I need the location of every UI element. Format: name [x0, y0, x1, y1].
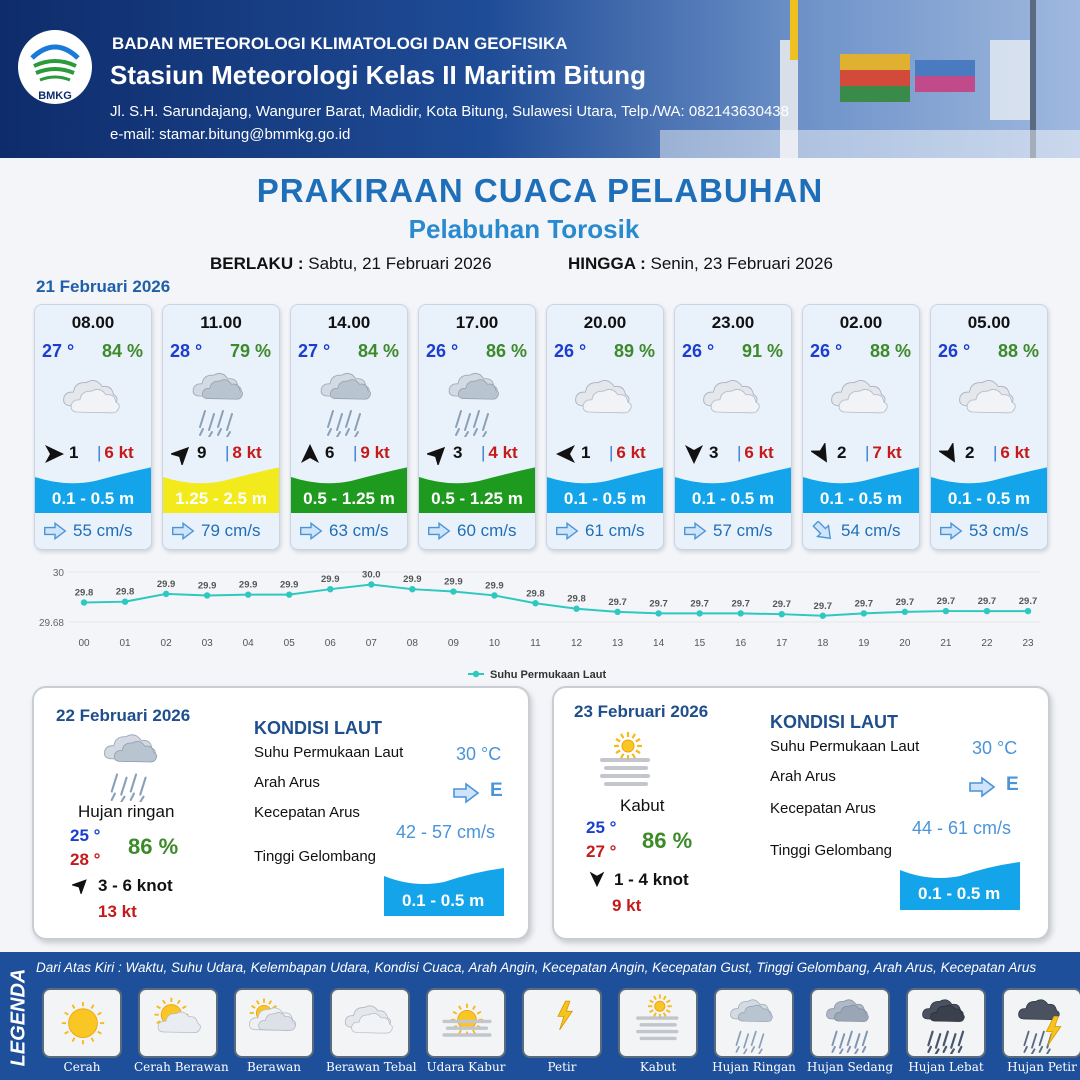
x-tick-label: 10 [488, 638, 500, 649]
forecast-card [930, 304, 1048, 550]
legend-item [998, 988, 1080, 1074]
valid-from-label: BERLAKU : [210, 254, 304, 273]
current-speed: 60 cm/s [457, 521, 517, 540]
wind-gust-value: 7 kt [872, 443, 902, 462]
berawan-tebal-icon [695, 367, 773, 437]
wave-height: 0.5 - 1.25 m [303, 489, 395, 508]
legend-item [710, 988, 798, 1074]
day2-humidity: 86 % [128, 834, 179, 859]
wind-gust-value: 6 kt [744, 443, 774, 462]
wind-speed: 1 [581, 443, 591, 462]
hujan-sedang-icon [818, 994, 884, 1054]
current-speed: 53 cm/s [969, 521, 1029, 540]
sst-point [737, 610, 743, 616]
sst-data-label: 29.8 [115, 586, 135, 598]
legend-label: Hujan Ringan [712, 1060, 796, 1074]
day2-kondisi-title: KONDISI LAUT [254, 718, 382, 738]
x-tick-label: 09 [447, 638, 459, 649]
forecast-humidity: 88 % [997, 341, 1039, 361]
forecast-time: 14.00 [327, 313, 371, 332]
legend-icon-box [138, 988, 218, 1058]
forecast-wind [803, 441, 919, 467]
legend-item [326, 988, 417, 1074]
legend-label: Cerah [63, 1060, 101, 1074]
hujan-ringan-icon [439, 367, 517, 437]
legend-item [230, 988, 318, 1074]
legend-label: Hujan Lebat [908, 1060, 984, 1074]
legend-item [38, 988, 126, 1074]
legend-description: Dari Atas Kiri : Waktu, Suhu Udara, Kelembapan Udara, Kondisi Cuaca, Arah Angin, Kecepatan Angin, Kecepatan Gust, Tinggi Gelombang, Arah Arus, Kecepatan Arus [36, 960, 1037, 975]
sst-data-label: 29.9 [238, 579, 258, 591]
y-tick-label: 29.68 [38, 618, 64, 629]
x-tick-label: 21 [940, 638, 952, 649]
day1-date: 21 Februari 2026 [36, 277, 171, 296]
legend-icon-box [618, 988, 698, 1058]
day3-condition: Kabut [620, 796, 665, 815]
sst-point [1025, 608, 1031, 614]
legend-icon-box [1002, 988, 1080, 1058]
legend-icon-box [426, 988, 506, 1058]
forecast-current [35, 517, 151, 543]
forecast-time: 11.00 [200, 313, 242, 332]
day2-wind: 3 - 6 knot [98, 876, 173, 895]
udara-kabur-icon [434, 994, 500, 1054]
day3-wave-label: Tinggi Gelombang [770, 842, 893, 859]
legend-item [902, 988, 990, 1074]
sst-point [655, 610, 661, 616]
x-tick-label: 22 [981, 638, 993, 649]
berawan-tebal-icon [823, 367, 901, 437]
sst-data-label: 29.9 [403, 574, 422, 586]
day2-temp-max: 28 ° [70, 850, 101, 869]
sst-point [409, 586, 415, 592]
sst-point [902, 609, 908, 615]
forecast-card [546, 304, 664, 550]
legend-series-name: Suhu Permukaan Laut [490, 669, 607, 681]
y-tick-label: 30 [52, 568, 64, 579]
sst-point [81, 599, 87, 605]
day2-condition: Hujan ringan [78, 802, 175, 821]
x-tick-label: 04 [242, 638, 254, 649]
sst-data-label: 29.7 [895, 596, 915, 608]
sst-point [696, 610, 702, 616]
wind-direction-icon [427, 443, 449, 465]
wind-direction-icon [939, 443, 961, 465]
day2-temp-min: 25 ° [70, 826, 101, 845]
wave-height: 0.1 - 0.5 m [947, 489, 1031, 508]
current-speed: 54 cm/s [841, 521, 901, 540]
sst-data-label: 29.7 [1018, 596, 1038, 608]
x-tick-label: 23 [1022, 638, 1034, 649]
wind-gust-value: 8 kt [232, 443, 262, 462]
berawan-tebal-icon [338, 994, 404, 1054]
forecast-current [547, 517, 663, 543]
day2-panel [32, 686, 530, 940]
sst-point [204, 592, 210, 598]
forecast-card [290, 304, 408, 550]
header-banner [0, 0, 1080, 158]
sst-data-label: 29.7 [731, 598, 750, 610]
wind-speed: 6 [325, 443, 335, 462]
current-arrow-icon [299, 521, 323, 541]
sst-data-label: 29.7 [854, 598, 874, 610]
wind-gust: | 7 kt [865, 443, 902, 462]
current-speed: 57 cm/s [713, 521, 773, 540]
wind-speed: 2 [965, 443, 975, 462]
wind-direction-icon [555, 443, 577, 465]
sst-point [245, 591, 251, 597]
agency-name: BADAN METEOROLOGI KLIMATOLOGI DAN GEOFISIKA [112, 34, 568, 53]
legend-item [518, 988, 606, 1074]
forecast-temp: 26 ° [426, 341, 459, 361]
berawan-tebal-icon [951, 367, 1029, 437]
sst-point [327, 586, 333, 592]
wave-height: 0.1 - 0.5 m [563, 489, 647, 508]
wind-speed: 1 [69, 443, 79, 462]
forecast-card [34, 304, 152, 550]
legend-item [134, 988, 229, 1074]
forecast-card [162, 304, 280, 550]
current-arrow-icon [683, 521, 707, 541]
forecast-humidity: 84 % [357, 341, 399, 361]
day3-temp-min: 25 ° [586, 818, 617, 837]
bmkg-logo [18, 30, 92, 104]
hujan-ringan-icon [92, 728, 178, 802]
wind-gust-value: 9 kt [360, 443, 390, 462]
sst-line-chart [30, 560, 1060, 690]
legend-marker [473, 671, 479, 677]
wind-gust: | 9 kt [353, 443, 390, 462]
wind-gust: | 8 kt [225, 443, 262, 462]
day3-kondisi-title: KONDISI LAUT [770, 712, 898, 732]
forecast-humidity: 79 % [229, 341, 271, 361]
current-speed: 61 cm/s [585, 521, 645, 540]
wave-height: 1.25 - 2.5 m [175, 489, 267, 508]
sst-point [368, 581, 374, 587]
wind-direction-icon [72, 876, 90, 894]
berawan-icon [242, 994, 308, 1054]
forecast-temp: 26 ° [554, 341, 587, 361]
x-tick-label: 16 [735, 638, 747, 649]
sst-point [779, 611, 785, 617]
forecast-humidity: 89 % [613, 341, 655, 361]
x-tick-label: 07 [365, 638, 377, 649]
x-tick-label: 01 [119, 638, 131, 649]
forecast-humidity: 91 % [741, 341, 783, 361]
berawan-tebal-icon [55, 367, 133, 437]
legend-item [614, 988, 702, 1074]
current-speed: 55 cm/s [73, 521, 133, 540]
legend-label: Hujan Petir [1007, 1060, 1077, 1074]
hujan-ringan-icon [183, 367, 261, 437]
forecast-wind [547, 441, 663, 467]
x-tick-label: 13 [612, 638, 624, 649]
x-tick-label: 00 [78, 638, 90, 649]
forecast-time: 08.00 [71, 313, 115, 332]
sst-data-label: 30.0 [362, 569, 381, 581]
sst-data-label: 29.8 [74, 587, 94, 599]
legend-icon-box [906, 988, 986, 1058]
sst-data-label: 29.9 [321, 574, 340, 586]
x-tick-label: 18 [817, 638, 829, 649]
sst-data-label: 29.7 [649, 598, 668, 610]
x-tick-label: 08 [406, 638, 418, 649]
day2-wave-value: 0.1 - 0.5 m [402, 891, 485, 910]
day2-dir-value: E [490, 780, 503, 801]
legend-label: Berawan Tebal [326, 1060, 417, 1074]
page-title: PRAKIRAAN CUACA PELABUHAN [256, 172, 824, 209]
sst-point [122, 598, 128, 604]
day3-dir-value: E [1006, 774, 1019, 795]
day3-speed-label: Kecepatan Arus [770, 800, 876, 817]
current-arrow-icon [939, 521, 963, 541]
kabut-icon [584, 732, 670, 792]
forecast-wind [35, 441, 151, 467]
sst-point [286, 591, 292, 597]
forecast-current [803, 517, 919, 543]
sst-data-label: 29.7 [936, 596, 956, 608]
forecast-card [418, 304, 536, 550]
current-arrow-icon [555, 521, 579, 541]
wind-gust-value: 6 kt [616, 443, 646, 462]
wave-height: 0.1 - 0.5 m [51, 489, 135, 508]
day3-gust: 9 kt [612, 896, 642, 915]
current-arrow-icon [811, 521, 835, 541]
sst-data-label: 29.9 [279, 579, 299, 591]
forecast-time: 02.00 [839, 313, 883, 332]
day2-speed-value: 42 - 57 cm/s [396, 822, 496, 842]
hujan-lebat-icon [914, 994, 980, 1054]
wind-direction-icon [683, 443, 705, 465]
wind-speed: 2 [837, 443, 847, 462]
legend-label: Berawan [247, 1060, 301, 1074]
forecast-temp: 27 ° [298, 341, 331, 361]
sst-point [163, 591, 169, 597]
legend-bar [0, 952, 1080, 1080]
wind-direction-icon [588, 870, 606, 888]
day2-sst-value: 30 °C [456, 744, 502, 764]
wave-height: 0.1 - 0.5 m [691, 489, 775, 508]
forecast-temp: 26 ° [810, 341, 843, 361]
current-arrow-icon [427, 521, 451, 541]
forecast-temp: 26 ° [938, 341, 971, 361]
wind-speed: 9 [197, 443, 207, 462]
day3-wind: 1 - 4 knot [614, 870, 689, 889]
forecast-card [674, 304, 792, 550]
sst-data-label: 29.9 [197, 580, 217, 592]
legend-label: Kabut [639, 1060, 677, 1074]
wind-gust-value: 6 kt [1000, 443, 1030, 462]
sst-data-label: 29.8 [526, 588, 545, 600]
sst-data-label: 29.7 [977, 596, 997, 608]
forecast-current [931, 517, 1047, 543]
forecast-current [675, 517, 791, 543]
x-tick-label: 14 [653, 638, 665, 649]
wind-gust: | 4 kt [481, 443, 518, 462]
forecast-time: 20.00 [583, 313, 627, 332]
sst-point [984, 608, 990, 614]
wind-gust: | 6 kt [97, 443, 134, 462]
forecast-current [291, 517, 407, 543]
sst-data-label: 29.9 [444, 576, 463, 588]
day3-wave-value: 0.1 - 0.5 m [918, 884, 1001, 903]
x-tick-label: 15 [694, 638, 706, 649]
sst-data-label: 29.7 [813, 600, 833, 612]
current-arrow-icon [43, 521, 67, 541]
valid-from [210, 254, 492, 274]
hujan-ringan-icon [722, 994, 788, 1054]
wind-direction-icon [43, 443, 65, 465]
wave-height: 0.5 - 1.25 m [431, 489, 523, 508]
forecast-time: 05.00 [967, 313, 1011, 332]
sst-data-label: 29.9 [156, 578, 176, 590]
station-email: e-mail: stamar.bitung@bmmkg.go.id [110, 126, 351, 143]
legend-item [806, 988, 894, 1074]
wind-direction-icon [811, 443, 833, 465]
legend-title: LEGENDA [7, 968, 30, 1067]
sst-point [573, 606, 579, 612]
legend-side-label [4, 964, 30, 1074]
forecast-humidity: 86 % [485, 341, 527, 361]
wave-height: 0.1 - 0.5 m [819, 489, 903, 508]
wind-gust: | 6 kt [737, 443, 774, 462]
sst-point [450, 588, 456, 594]
petir-icon [530, 994, 596, 1054]
forecast-humidity: 88 % [869, 341, 911, 361]
valid-from-value: Sabtu, 21 Februari 2026 [308, 254, 492, 273]
station-name: Stasiun Meteorologi Kelas II Maritim Bitung [110, 60, 646, 90]
sst-data-label: 29.7 [608, 596, 627, 608]
legend-icon-box [42, 988, 122, 1058]
x-tick-label: 11 [530, 638, 541, 649]
x-tick-label: 02 [160, 638, 172, 649]
x-tick-label: 03 [201, 638, 213, 649]
sst-data-label: 29.9 [485, 580, 504, 592]
day3-sst-label: Suhu Permukaan Laut [770, 738, 920, 755]
wind-direction-icon [299, 443, 321, 465]
day2-gust: 13 kt [98, 902, 137, 921]
day3-panel [552, 686, 1050, 940]
forecast-time: 17.00 [455, 313, 499, 332]
x-tick-label: 05 [283, 638, 295, 649]
x-tick-label: 12 [570, 638, 583, 649]
legend-label: Udara Kabur [426, 1060, 506, 1074]
forecast-humidity: 84 % [101, 341, 143, 361]
valid-to-value: Senin, 23 Februari 2026 [650, 254, 833, 273]
day2-sst-label: Suhu Permukaan Laut [254, 744, 404, 761]
sst-point [943, 608, 949, 614]
legend-label: Petir [547, 1060, 577, 1074]
day3-humidity: 86 % [642, 828, 693, 853]
sst-point [614, 609, 620, 615]
logo-text: BMKG [38, 90, 72, 102]
current-arrow-icon [452, 782, 480, 804]
day3-speed-value: 44 - 61 cm/s [912, 818, 1012, 838]
wind-speed: 3 [709, 443, 719, 462]
day3-sst-value: 30 °C [972, 738, 1018, 758]
sst-point [491, 592, 497, 598]
forecast-card [802, 304, 920, 550]
hujan-petir-icon [1010, 994, 1076, 1054]
forecast-temp: 26 ° [682, 341, 715, 361]
port-name: Pelabuhan Torosik [408, 214, 640, 244]
cerah-berawan-icon [146, 994, 212, 1054]
day3-temp-max: 27 ° [586, 842, 617, 861]
valid-to [568, 254, 833, 274]
sst-data-label: 29.7 [772, 599, 791, 611]
berawan-tebal-icon [567, 367, 645, 437]
legend-label: Cerah Berawan [134, 1060, 229, 1074]
day3-date: 23 Februari 2026 [574, 702, 709, 721]
current-arrow-icon [171, 521, 195, 541]
day3-dir-label: Arah Arus [770, 768, 836, 785]
sst-data-label: 29.7 [690, 598, 709, 610]
sst-point [861, 610, 867, 616]
day2-date: 22 Februari 2026 [56, 706, 191, 725]
wind-gust-value: 6 kt [104, 443, 134, 462]
sst-data-label: 29.8 [567, 593, 586, 605]
day2-wave-label: Tinggi Gelombang [254, 848, 377, 865]
legend-icon-box [234, 988, 314, 1058]
wind-gust: | 6 kt [609, 443, 646, 462]
sst-point [532, 600, 538, 606]
forecast-temp: 28 ° [170, 341, 203, 361]
forecast-current [419, 517, 535, 543]
forecast-current [163, 517, 279, 543]
forecast-wind [675, 441, 791, 467]
port-illustration [660, 0, 1080, 158]
valid-to-label: HINGGA : [568, 254, 646, 273]
bmkg-logo-mark [18, 30, 92, 90]
legend-icon-box [522, 988, 602, 1058]
wind-speed: 3 [453, 443, 463, 462]
day2-speed-label: Kecepatan Arus [254, 804, 360, 821]
kabut-icon [626, 994, 692, 1054]
x-tick-label: 20 [899, 638, 911, 649]
legend-icon-box [810, 988, 890, 1058]
forecast-wind [931, 441, 1047, 467]
current-arrow-icon [968, 776, 996, 798]
x-tick-label: 17 [776, 638, 788, 649]
legend-label: Hujan Sedang [806, 1060, 894, 1074]
forecast-time: 23.00 [711, 313, 755, 332]
hujan-ringan-icon [311, 367, 389, 437]
x-tick-label: 19 [858, 638, 870, 649]
cerah-icon [50, 994, 116, 1054]
legend-icon-box [714, 988, 794, 1058]
x-tick-label: 06 [324, 638, 336, 649]
wind-direction-icon [171, 443, 193, 465]
station-address: Jl. S.H. Sarundajang, Wangurer Barat, Madidir, Kota Bitung, Sulawesi Utara, Telp./WA: 082143630438 [110, 103, 789, 120]
legend-item [422, 988, 510, 1074]
forecast-temp: 27 ° [42, 341, 75, 361]
sst-point [820, 613, 826, 619]
wind-gust-value: 4 kt [488, 443, 518, 462]
day2-dir-label: Arah Arus [254, 774, 320, 791]
wind-gust: | 6 kt [993, 443, 1030, 462]
current-speed: 79 cm/s [201, 521, 261, 540]
legend-icon-box [330, 988, 410, 1058]
sst-series-line [84, 585, 1028, 616]
current-speed: 63 cm/s [329, 521, 389, 540]
forecast-wind [419, 441, 535, 467]
forecast-wind [291, 441, 407, 467]
forecast-wind [163, 441, 279, 467]
